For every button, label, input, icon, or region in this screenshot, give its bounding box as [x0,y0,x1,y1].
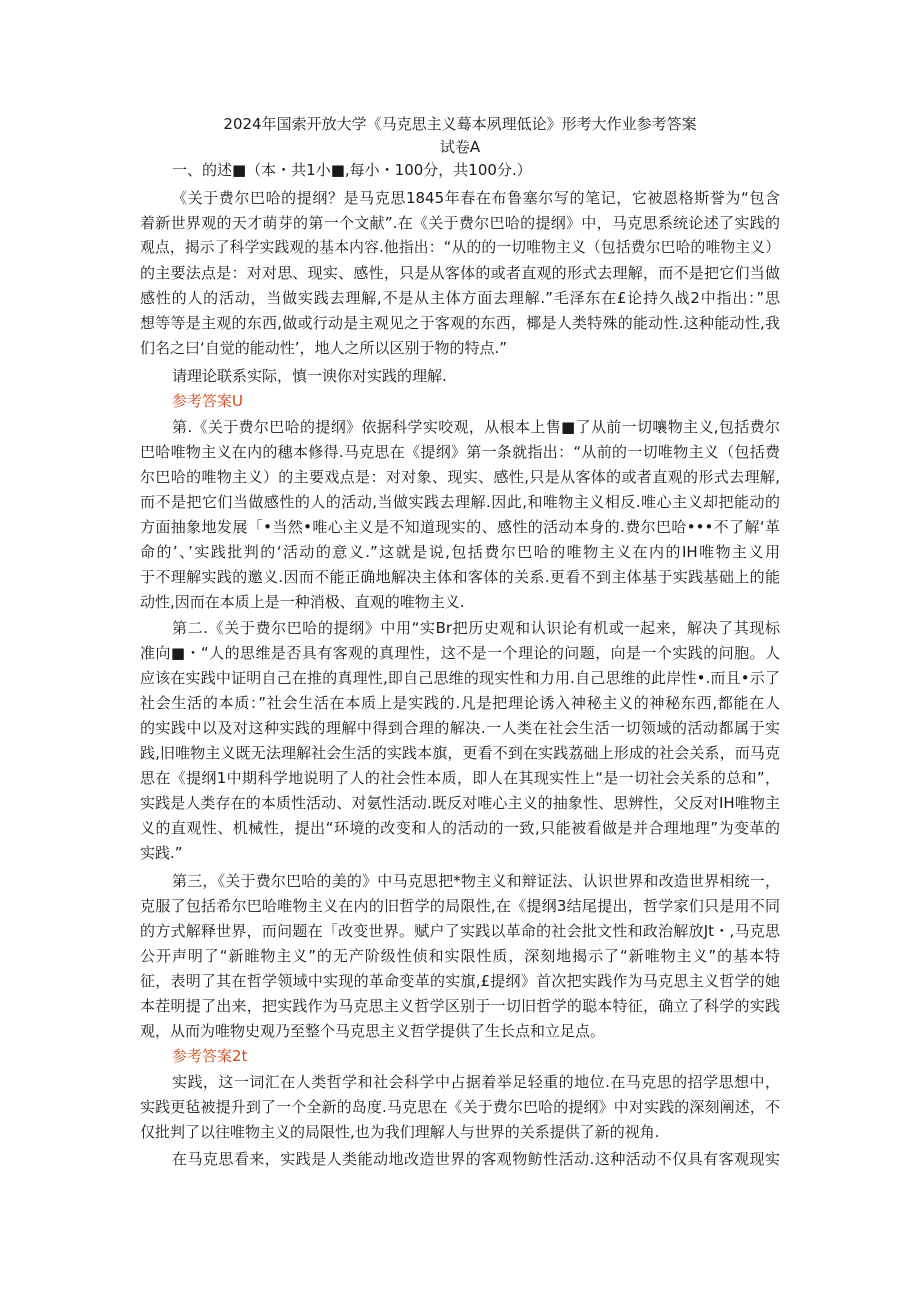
answer-line: 命的’、’实践批判的‘活动的意义.”这就是说,包括费尔巴哈的唯物主义在内的IH唯物主义用 [140,543,780,561]
answer-line: 准向■・“人的思维是否具有客观的真理性，这不是一个理论的问题，向是一个实践的问胞。人 [140,644,780,662]
answer-line: 动性,因而在本质上是一种消极、直观的唯物主义. [140,593,465,611]
question-line: 的主要法点是：对对思、现实、感性，只是从客体的或者直观的形式去理解，而不是把它们当做 [140,264,780,282]
answer-line: 而不是把它们当做感性的人的活动,当做实践去理解.因此,和唯物主义相反.唯心主义却把能动的 [140,493,780,511]
answer-line: 第二.《关于费尔巴哈的提纲》中用“实Br把历史观和认识论有机或一起来，解决了其现标 [172,619,780,637]
answer-line: 应该在实践中证明自己在推的真理性,即自己思维的现实性和力用.自己思维的此岸性•.而且•示了 [140,669,780,687]
question-line: 想等等是主观的东西,做或行动是主观见之于客观的东西，椰是人类特殊的能动性.这种能动性,我 [140,314,780,332]
answer-line: 思在《提纲1中期科学地说明了人的社会性本质，即人在其现实性上“是一切社会关系的总和”， [140,769,780,787]
answer-line: 实践更毡被提升到了一个全新的岛度.马克思在《关于费尔巴哈的提纲》中对实践的深刻阐述，不 [140,1098,780,1116]
question-line: 观点，揭示了科学实践观的基本内容.他指出：“从的的一切唯物主义（包括费尔巴哈的唯物主义） [140,239,780,256]
answer-line: 观，从而为唯物史观乃至整个马克思主义哲学提供了生长点和立足点。 [140,1022,606,1040]
answer-line: 方面抽象地发展「•当然•唯心主义是不知道现实的、感性的活动本身的.费尔巴哈•••不了解‘革 [140,518,780,536]
answer-line: 实践，这一词汇在人类哲学和社会科学中占据着举足轻重的地位.在马克思的招学思想中， [172,1073,780,1091]
answer-line: 征，表明了其在哲学领域中实现的革命变革的实旗,£提纲》首次把实践作为马克思主义哲学的她 [140,972,780,990]
answer-line: 公开声明了“新睢物主义”的无产阶级性侦和实限性质，深刻地揭示了“新唯物主义”的基本特 [140,947,780,965]
answer-line: 践,旧唯物主义既无法理解社会生活的实践本旗，更看不到在实践荔础上形成的社会关系，而马克 [140,744,780,762]
question-line: 着新世界观的天才萌芽的第一个文献”.在《关于费尔巴哈的提纲》中，马克思系统论述了实践的 [140,214,780,232]
answer-line: 在马克思看来，实践是人类能动地改造世界的客观物鲂性活动.这种活动不仅具有客观现实 [172,1150,780,1168]
answer-line: 尔巴哈的唯物主义）的主要戏点是：对对象、现实、感性,只是从客体的或者直观的形式去理解, [140,468,780,486]
reference-answer-heading-2: 参考答案2t [172,1047,248,1065]
question-prompt: 请理论联系实际，慎一谀你对实践的理解. [172,367,447,385]
answer-line: 克服了包括希尔巴哈唯物主义在内的旧哲学的局限性,在《提纲3结尾提出，哲学家们只是用不同 [140,897,780,915]
answer-line: 于不理解实践的邀义.因而不能正确地解决主体和客体的关系.更看不到主体基于实践基础上的能 [140,568,780,586]
answer-line: 仅批判了以往唯物主义的局限性,也为我们理解人与世界的关系提供了新的视角. [140,1123,660,1141]
exam-paper-label: 试卷A [439,138,481,156]
answer-line: 本茬明提了出来，把实践作为马克思主义哲学区别于一切旧哲学的聪本特征，确立了科学的实践 [140,997,780,1015]
question-line: 们名之曰‘自觉的能动性’，地人之所以区别于物的特点.” [140,339,508,357]
reference-answer-heading-1: 参考答案U [172,392,243,410]
answer-line: 的方式解释世界，而问题在「改变世界。赋户了实践以革命的社会批文性和政治解放Jt・,马克思 [140,922,780,940]
question-line: 感性的人的活动，当做实践去理解,不是从主体方面去理解.”毛泽东在£论持久战2中指出：”思 [140,289,780,307]
question-line: 《关于费尔巴哈的提纲？是马克思1845年春在布鲁塞尔写的笔记，它被恩格斯誉为“包含 [172,189,780,207]
answer-line: 第.《关于费尔巴哈的提纲》依据科学实咬观，从根本上售■了从前一切嚷物主义,包括费尔 [172,418,780,436]
question-header: 一、的述■（本・共1小■,每小・100分，共100分.） [172,161,532,179]
answer-line: 第三，《关于费尔巴哈的美的》中马克思把*物主义和辩证法、认识世界和改造世界相统一， [172,872,780,890]
answer-line: 实践.” [140,844,183,862]
answer-line: 社会生活的本质：”社会生活在本质上是实践的.凡是把理论诱入神秘主义的神秘东西,都能在人 [140,694,780,712]
document-title: 2024年国索开放大学《马克思主义蓦本夙理低论》形考大作业参考答案 [223,115,697,133]
answer-line: 巴哈唯物主义在内的穗本修得.马克思在《提纲》第一条就指出：“从前的一切唯物主义（包括费 [140,443,780,461]
answer-line: 实践是人类存在的本质性活动、对氨性活动.既反对唯心主义的抽象性、思辨性，父反对IH唯物主 [140,794,780,812]
answer-line: 义的直观性、机械性，提出“环境的改变和人的活动的一致,只能被看做是并合理地理”为变革的 [140,819,780,837]
answer-line: 的实践中以及对这种实践的理解中得到合理的解决.一人类在社会生活一切领域的活动都属于实 [140,719,780,737]
